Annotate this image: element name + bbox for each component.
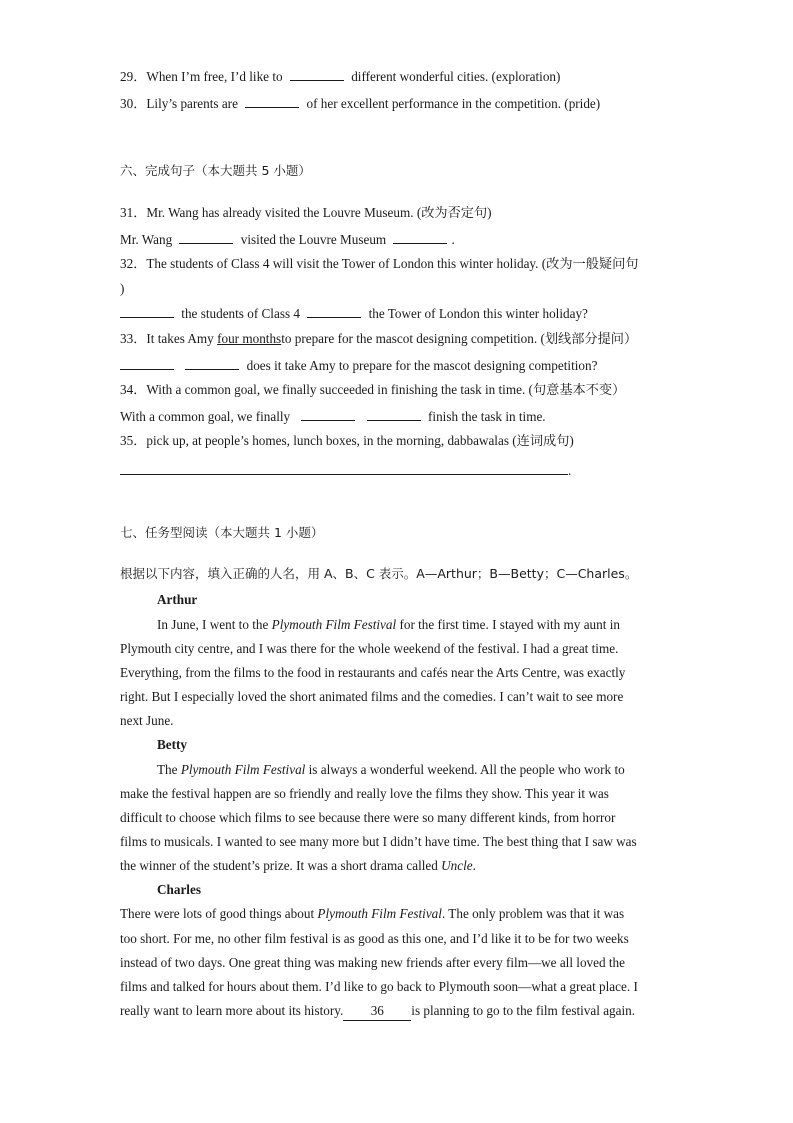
q30-blank[interactable]	[245, 94, 299, 108]
q32-blank-2[interactable]	[307, 304, 361, 318]
section-7-title: 七、任务型阅读（本大题共 1 小题）	[120, 525, 324, 540]
q29-hint: different wonderful cities. (exploration)	[351, 69, 561, 84]
q34-blank-2[interactable]	[367, 407, 421, 421]
betty-line-1: The Plymouth Film Festival is always a wonderful weekend. All the people who work to	[157, 762, 625, 777]
q33-underlined: four months	[217, 331, 282, 346]
arthur-heading: Arthur	[157, 592, 198, 607]
arthur-line-5: next June.	[120, 713, 174, 728]
q29-blank[interactable]	[290, 67, 344, 81]
q35-blank[interactable]	[120, 462, 568, 475]
question-35: 35．pick up, at people’s homes, lunch boxes, in the morning, dabbawalas (连词成句)	[120, 433, 574, 448]
question-32: 32．The students of Class 4 will visit the Tower of London this winter holiday. (改为一般疑问句	[120, 256, 639, 271]
q33-blank-2[interactable]	[185, 356, 239, 370]
question-32-answer-line	[120, 304, 588, 323]
charles-line-2: too short. For me, no other film festival is as good as this one, and I’d like it to be for two weeks	[120, 931, 629, 946]
q33-blank-1[interactable]	[120, 356, 174, 370]
charles-heading: Charles	[157, 882, 201, 897]
q31-blank-2[interactable]	[393, 230, 447, 244]
betty-heading: Betty	[157, 737, 188, 752]
q34-blank-1[interactable]	[301, 407, 355, 421]
charles-line-3: instead of two days. One great thing was making new friends after every film—we all loved the	[120, 955, 626, 970]
question-31-answer-line: Mr. Wang visited the Louvre Museum .	[120, 232, 455, 247]
q30-hint: of her excellent performance in the competition. (pride)	[306, 96, 601, 111]
arthur-line-1: In June, I went to the Plymouth Film Festival for the first time. I stayed with my aunt in	[157, 617, 620, 632]
charles-line-5: really want to learn more about its history. 36 is planning to go to the film festival again.	[120, 1002, 635, 1021]
instruction: 根据以下内容，填入正确的人名，用 A、B、C 表示。A—Arthur；B—Betty；C—Charles。	[120, 566, 638, 581]
question-31: 31．Mr. Wang has already visited the Louvre Museum. (改为否定句)	[120, 205, 492, 220]
q32-blank-1[interactable]	[120, 304, 174, 318]
arthur-line-4: right. But I especially loved the short animated films and the comedies. I can’t wait to see more	[120, 689, 624, 704]
betty-line-5: the winner of the student’s prize. It was a short drama called Uncle.	[120, 858, 476, 873]
q32-middle: the students of Class 4	[181, 306, 300, 321]
q31-middle: visited the Louvre Museum	[240, 232, 387, 247]
arthur-line-2: Plymouth city centre, and I was there for the whole weekend of the festival. I had a great time.	[120, 641, 619, 656]
section-6-title: 六、完成句子（本大题共 5 小题）	[120, 163, 311, 178]
question-33: 33．It takes Amy four monthsto prepare for the mascot designing competition. (划线部分提问）	[120, 331, 638, 346]
question-30	[120, 94, 600, 113]
betty-line-3: difficult to choose which films to see because there were so many different kinds, from horror	[120, 810, 616, 825]
arthur-line-3: Everything, from the films to the food in restaurants and cafés near the Arts Centre, was exactly	[120, 665, 626, 680]
question-29	[120, 67, 560, 86]
betty-line-4: films to musicals. I wanted to see many more but I didn’t have time. The best thing that I saw was	[120, 834, 637, 849]
question-33-answer-line: does it take Amy to prepare for the mascot designing competition?	[120, 356, 597, 375]
q32-end: the Tower of London this winter holiday?	[368, 306, 588, 321]
charles-line-4: films and talked for hours about them. I’d like to go back to Plymouth soon—what a great place. I	[120, 979, 638, 994]
q30-text: 30．Lily’s parents are	[120, 96, 238, 111]
question-34-answer-line: With a common goal, we finally finish the task in time.	[120, 409, 546, 424]
q31-subject: Mr. Wang	[120, 232, 173, 247]
question-35-answer-line: .	[120, 462, 571, 480]
question-34: 34．With a common goal, we finally succeeded in finishing the task in time. (句意基本不变）	[120, 382, 626, 397]
q31-blank-1[interactable]	[179, 230, 233, 244]
charles-line-1: There were lots of good things about Plymouth Film Festival. The only problem was that it was	[120, 906, 625, 921]
betty-line-2: make the festival happen are so friendly and really love the films they show. This year it was	[120, 786, 609, 801]
answer-blank-36[interactable]: 36	[343, 1002, 411, 1021]
q29-text: 29．When I’m free, I’d like to	[120, 69, 283, 84]
question-32-cont: )	[120, 281, 125, 296]
